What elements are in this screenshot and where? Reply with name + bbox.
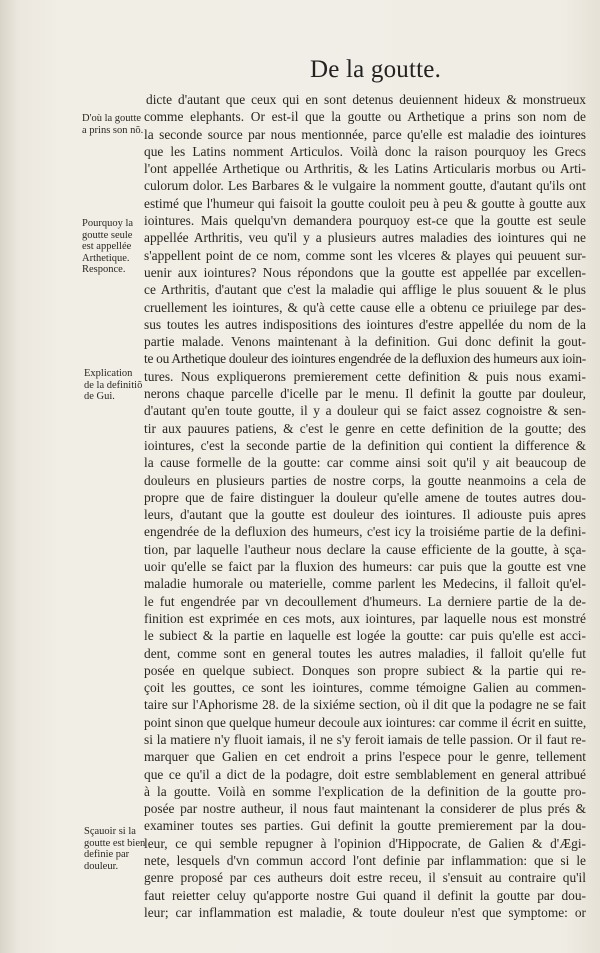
text-line: propre que de faire distinguer la douleur qu'elle amene de toutes autres dou- — [144, 489, 586, 505]
text-line: point sinon que quelque humeur decoule aux iointures: car comme il écrit en suitte, — [144, 714, 586, 730]
text-line: à la goutte. Voilà en somme l'explication de la definition de la goutte pro- — [144, 783, 586, 799]
text-line: te ou Arthetique douleur des iointures engendrée de la defluxion des humeurs aux ioin- — [144, 351, 586, 367]
text-line: culorum dolor. Les Barbares & le vulgaire la nomment goutte, d'autant qu'ils ont — [144, 178, 586, 194]
margin-note-line: definie par — [84, 849, 130, 860]
text-line: que ce qu'il a dict de la podagre, doit estre semblablement en general attribué — [144, 766, 586, 782]
margin-note-line: de la definitiõ — [84, 379, 143, 391]
text-line: examiner toutes ses parties. Gui definit la goutte premierement par la dou- — [144, 818, 586, 834]
text-line: ce Arthritis, d'autant que c'est la maladie qui afflige le plus souuent & le plus — [144, 282, 586, 298]
text-line: leur; car inflammation est maladie, & toute douleur n'est que symptome: or — [144, 904, 586, 920]
text-line: si la matiere n'y fluoit iamais, il ne s'y feroit iamais de telle passion. Or il faut re- — [144, 731, 586, 747]
margin-note-line: Sçauoir si la — [84, 826, 136, 837]
text-line: sus toutes les autres indispositions des iointures d'estre appellée du nom de la — [144, 316, 586, 332]
text-line: tion, par laquelle l'autheur nous declare la cause efficiente de la goutte, à sça- — [144, 541, 586, 557]
margin-note-line: Explication — [84, 368, 133, 379]
text-line: dent, comme sont en general toutes les autres maladies, il falloit qu'elle fut — [144, 645, 586, 661]
text-line: appellée Arthritis, veu qu'il y a plusieurs autres maladies des iointures qui ne — [144, 230, 586, 246]
text-line: leurs, d'autant que la goutte est douleur des iointures. Il adiouste puis apres — [144, 507, 586, 523]
margin-note-line: Responce. — [82, 264, 126, 275]
text-line: leur, ce qui semble repugner à l'opinion d'Hippocrate, de Galien & d'Ægi- — [144, 835, 586, 851]
text-line: nerons chaque parcelle d'icelle par le menu. Il definit la goutte par douleur, — [144, 386, 586, 402]
text-line: tir aux pauures patiens, & c'est le genre en cette definition de la goutte; des — [144, 420, 586, 436]
margin-note-douleur — [84, 826, 146, 872]
text-line: douleurs en plusieurs parties de nostre corps, la goutte neanmoins a cela de — [144, 472, 586, 488]
text-line: cruellement les iointures, & qu'à cette cause elle a obtenu ce priuilege par des- — [144, 299, 586, 315]
text-line: uenir aux iointures? Nous répondons que la goutte est appellée par excellen- — [144, 264, 586, 280]
text-line: posée par nostre autheur, il nous faut maintenant la considerer de plus prés & — [144, 801, 586, 817]
text-line: çoit les gouttes, ce sont les iointures, comme témoigne Galien au commen- — [144, 680, 586, 696]
text-line: taire sur l'Aphorisme 28. de la sixiéme section, où il dit que la podagre ne se fait — [144, 697, 586, 713]
text-line: d'autant qu'en toute goutte, il y a douleur qui se faict assez cognoistre & sen- — [144, 403, 586, 419]
text-line: posée en quelque subiect. Donques son propre subiect & la partie qui re- — [144, 662, 586, 678]
text-line: que les Latins nomment Articulos. Voilà donc la raison pourquoy les Grecs — [144, 143, 586, 159]
text-line: iointures. Mais quelqu'vn demandera pourquoy est-ce que la goutte est seule — [144, 213, 586, 229]
text-line: partie malade. Venons maintenant à la definition. Gui donc definit la gout- — [144, 334, 586, 350]
margin-note-line: Pourquoy la — [82, 218, 134, 229]
text-line: maladie humorale ou materielle, comme parlent les Medecins, il falloit qu'el- — [144, 576, 586, 592]
text-line: iointures, c'est la seconde partie de la definition qui contient la difference & — [144, 437, 586, 453]
margin-note-explication — [84, 368, 146, 403]
text-line: s'appellent point de ce nom, comme sont les vlceres & playes qui peuuent sur- — [144, 247, 586, 263]
text-line: marquer que Galien en cet endroit a prins l'espece pour le genre, tellement — [144, 749, 586, 765]
margin-note-line: de Gui. — [84, 391, 115, 402]
text-line: tures. Nous expliquerons premierement cette definition & puis nous exami- — [144, 368, 586, 384]
margin-note-line: D'où la goutte — [82, 113, 142, 124]
text-line: nete, lesquels d'vn commun accord l'ont definie par inflammation: que si le — [144, 853, 586, 869]
margin-note-origin — [82, 113, 144, 136]
text-line: le subiect & la partie en laquelle est logée la goutte: car puis qu'elle est acci- — [144, 628, 586, 644]
text-line: la cause formelle de la goutte: car comme ainsi soit qu'il y ait beaucoup de — [144, 455, 586, 471]
text-line: finition est exprimée en ces mots, aux iointures, par laquelle nous est monstré — [144, 610, 586, 626]
body-text — [144, 91, 586, 921]
margin-note-line: goutte seule — [82, 229, 133, 241]
margin-note-line: douleur. — [84, 860, 119, 872]
text-line: uoir qu'elle se faict par la fluxion des humeurs: car puis que la goutte est vne — [144, 559, 586, 575]
margin-note-line: a prins son nõ. — [82, 124, 144, 136]
margin-note-line: Arthetique. — [82, 252, 130, 264]
text-line: l'ont appellée Arthetique ou Arthritis, & les Latins Articularis morbus ou Arti- — [144, 161, 586, 177]
text-line: genre proposé par ces autheurs doit estre receu, il s'ensuit au contraire qu'il — [144, 870, 586, 886]
margin-note-line: goutte est bien — [84, 837, 146, 849]
margin-note-arthetique — [82, 218, 144, 276]
text-line: la seconde source par nous mentionnée, parce qu'elle est maladie des iointures — [144, 126, 586, 142]
text-line: estimé que l'humeur qui faisoit la goutte couloit peu à peu & goutte à goutte aux — [144, 195, 586, 211]
text-line: engendrée de la defluxion des humeurs, c'est icy la troisiéme partie de la defini- — [144, 524, 586, 540]
running-head: De la goutte. — [310, 56, 442, 83]
margin-note-line: est appellée — [82, 241, 132, 252]
text-line: comme elephants. Or est-il que la goutte ou Arthetique a prins son nom de — [144, 109, 586, 125]
text-line: faut reietter celuy qu'apporte nostre Gui quand il definit la goutte par dou- — [144, 887, 586, 903]
text-line: dicte d'autant que ceux qui en sont detenus deuiennent hideux & monstrueux — [146, 92, 586, 107]
text-line: le fut engendrée par vn decoullement d'humeurs. La derniere partie de la de- — [144, 593, 586, 609]
